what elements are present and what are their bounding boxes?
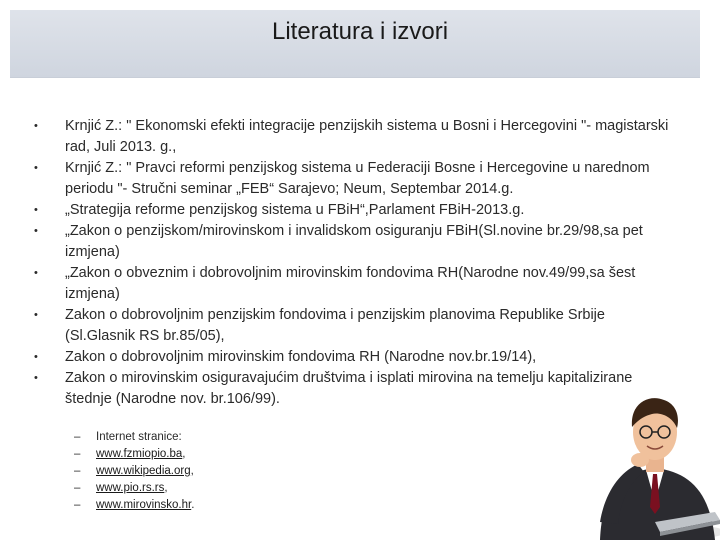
internet-label-item: [74, 429, 194, 446]
link-suffix: ,: [164, 482, 168, 494]
reference-item: [30, 158, 670, 200]
reference-item: [30, 200, 670, 221]
reference-text: „Strategija reforme penzijskog sistema u FBiH“,Parlament FBiH-2013.g.: [65, 202, 525, 218]
reference-text: Zakon o dobrovoljnim mirovinskim fondovima RH (Narodne nov.br.19/14),: [65, 349, 537, 365]
link-mirovinsko[interactable]: www.mirovinsko.hr: [96, 499, 192, 511]
bullet-icon: •: [34, 162, 38, 174]
bullet-icon: •: [34, 372, 38, 384]
reference-text: „Zakon o penzijskom/mirovinskom i invalidskom osiguranju FBiH(Sl.novine br.29/98,sa pet izmjena): [65, 223, 643, 260]
link-wikipedia[interactable]: www.wikipedia.org: [96, 465, 191, 477]
bullet-icon: •: [34, 225, 38, 237]
link-fzmiopio[interactable]: www.fzmiopio.ba: [96, 448, 183, 460]
slide-title: Literatura i izvori: [271, 18, 449, 45]
reference-text: Zakon o mirovinskim osiguravajućim društvima i isplati mirovina na temelju kapitalizirane štednje (Narodne nov. br.106/99).: [65, 370, 633, 407]
link-suffix: ,: [182, 448, 186, 460]
link-item: [74, 463, 194, 480]
bullet-icon: •: [34, 204, 38, 216]
reference-text: Zakon o dobrovoljnim penzijskim fondovima i penzijskim planovima Republike Srbije (Sl.Glasnik RS br.85/05),: [65, 307, 605, 344]
dash-icon: –: [74, 482, 81, 494]
bullet-icon: •: [34, 351, 38, 363]
bullet-icon: •: [34, 120, 38, 132]
link-pio-rs[interactable]: www.pio.rs.rs: [96, 482, 165, 494]
link-suffix: ,: [190, 465, 194, 477]
link-item: [74, 480, 194, 497]
reference-item: [30, 116, 670, 158]
dash-icon: –: [74, 431, 81, 443]
link-item: [74, 446, 194, 463]
bullet-icon: •: [34, 309, 38, 321]
internet-sources: [74, 429, 194, 514]
internet-label: Internet stranice:: [96, 431, 182, 443]
dash-icon: –: [74, 448, 81, 460]
reference-item: [30, 263, 670, 305]
dash-icon: –: [74, 499, 81, 511]
reference-item: [30, 305, 670, 347]
reference-item: [30, 221, 670, 263]
bullet-icon: •: [34, 267, 38, 279]
dash-icon: –: [74, 465, 81, 477]
reference-list: [30, 116, 670, 410]
reference-text: Krnjić Z.: " Ekonomski efekti integracije penzijskih sistema u Bosni i Hercegovini "- magistarski rad, Juli 2013. g.,: [65, 118, 669, 155]
reference-text: Krnjić Z.: " Pravci reformi penzijskog sistema u Federaciji Bosne i Hercegovine u narednom periodu "- Stručni seminar „FEB“ Sarajevo; Neum, Septembar 2014.g.: [65, 160, 650, 197]
reference-item: [30, 347, 670, 368]
link-suffix: .: [191, 499, 195, 511]
link-item: [74, 497, 194, 514]
reference-text: „Zakon o obveznim i dobrovoljnim mirovinskim fondovima RH(Narodne nov.49/99,sa šest izmjena): [65, 265, 636, 302]
businessman-illustration: [560, 372, 720, 540]
